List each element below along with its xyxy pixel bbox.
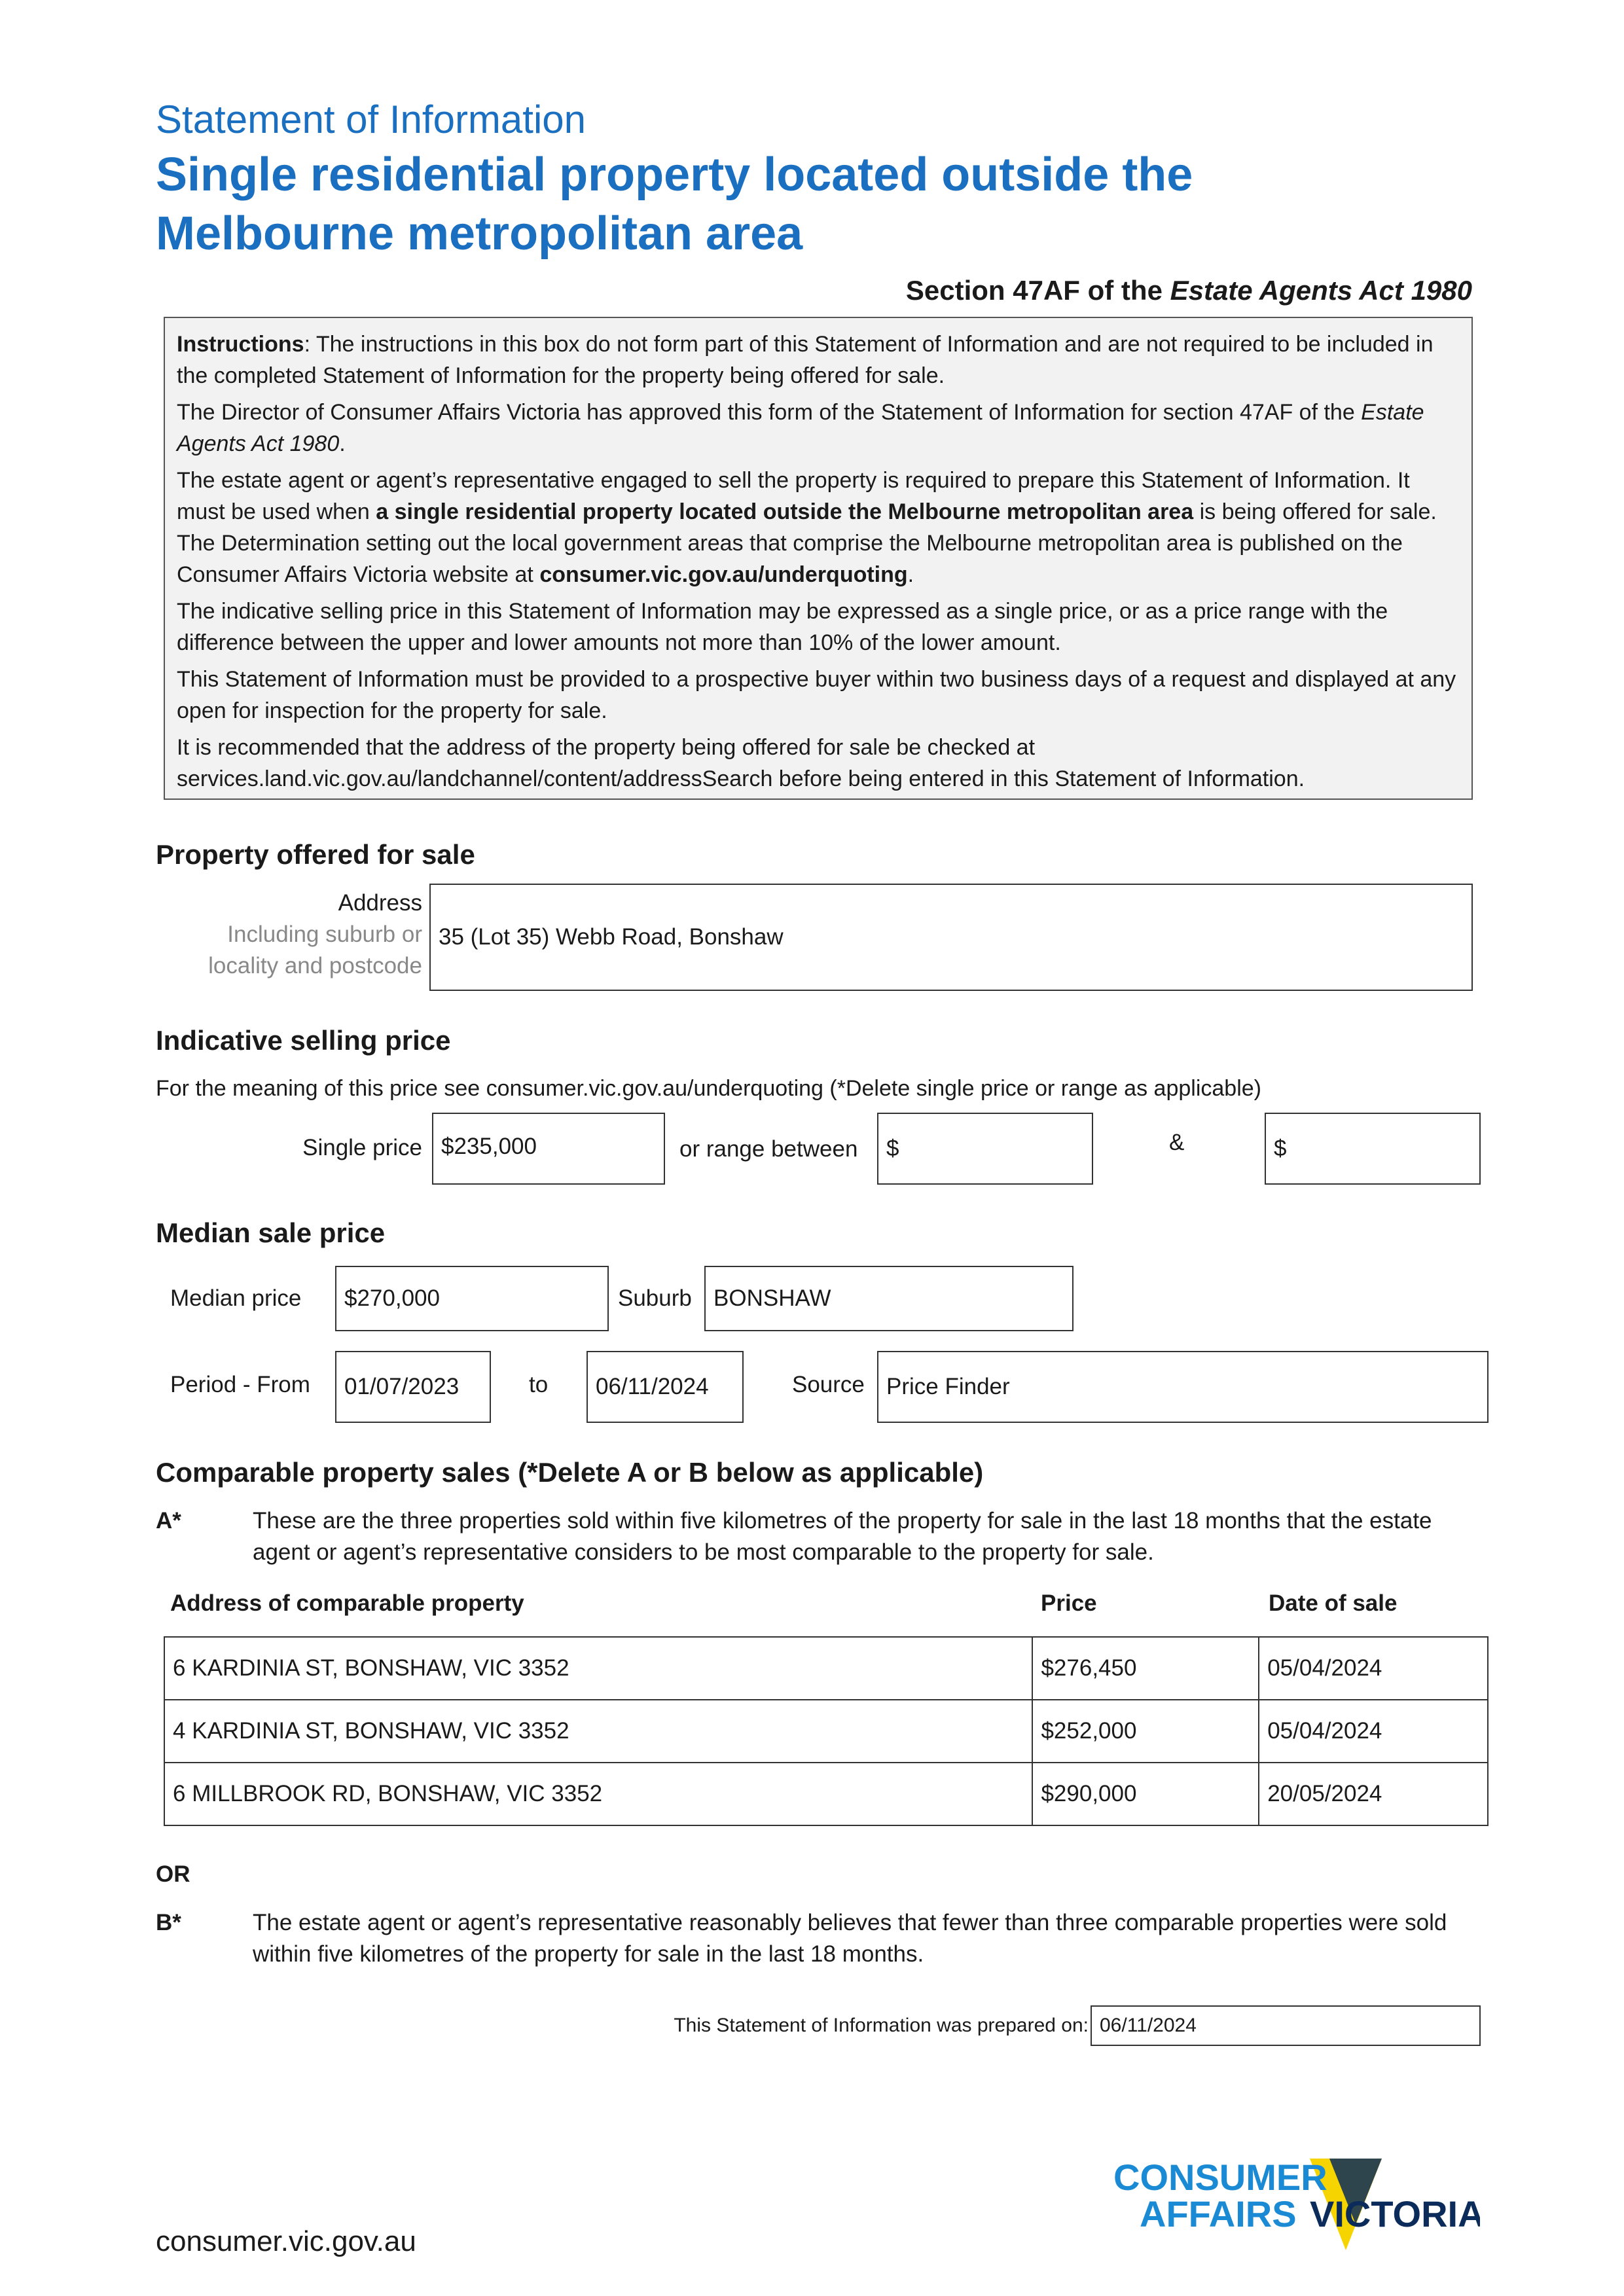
or-separator: OR <box>156 1861 190 1887</box>
comp-date[interactable]: 05/04/2024 <box>1259 1700 1488 1763</box>
footer-website-link[interactable]: consumer.vic.gov.au <box>156 2225 416 2257</box>
instructions-para-2: The Director of Consumer Affairs Victoria has approved this form of the Statement of Information for section 47AF of the Estate Agents Act 1980. <box>177 400 1424 456</box>
period-to-field[interactable]: 06/11/2024 <box>586 1351 744 1423</box>
form-title <box>156 145 1530 263</box>
col-header-date: Date of sale <box>1269 1590 1398 1616</box>
comp-date[interactable]: 20/05/2024 <box>1259 1763 1488 1825</box>
table-row <box>164 1637 1488 1700</box>
indicative-heading: Indicative selling price <box>156 1025 451 1056</box>
option-a-text: These are the three properties sold within five kilometres of the property for sale in the last 18 months that the estate agent or agent’s representative considers to be most comparable to the property for sale. <box>253 1508 1432 1565</box>
comp-price[interactable]: $290,000 <box>1032 1763 1259 1825</box>
section-reference-prefix: Section 47AF of the <box>905 275 1170 306</box>
period-to-label: to <box>529 1372 549 1397</box>
address-label-block <box>208 888 422 982</box>
range-low-field[interactable]: $ <box>877 1113 1093 1185</box>
underquoting-link[interactable]: consumer.vic.gov.au/underquoting <box>539 562 908 587</box>
indicative-note: For the meaning of this price see consumer.vic.gov.au/underquoting (*Delete single price or range as applicable) <box>156 1076 1261 1101</box>
form-title-line1: Single residential property located outside the <box>156 149 1193 201</box>
table-row <box>164 1700 1488 1763</box>
section-reference-act: Estate Agents Act 1980 <box>1170 275 1472 306</box>
option-b-text: The estate agent or agent’s representative reasonably believes that fewer than three comparable properties were sold within five kilometres of the property for sale in the last 18 months. <box>253 1910 1447 1967</box>
property-heading: Property offered for sale <box>156 839 475 870</box>
comp-address[interactable]: 6 MILLBROOK RD, BONSHAW, VIC 3352 <box>164 1763 1032 1825</box>
range-label: or range between <box>679 1136 858 1162</box>
comp-address[interactable]: 6 KARDINIA ST, BONSHAW, VIC 3352 <box>164 1637 1032 1700</box>
address-hint-2: locality and postcode <box>208 953 422 978</box>
col-header-address: Address of comparable property <box>170 1590 524 1616</box>
instructions-para-6: It is recommended that the address of the property being offered for sale be checked at services.land.vic.gov.au/landchannel/content/addressSearch before being entered in this Statement of Information. <box>177 735 1305 791</box>
instructions-para-5: This Statement of Information must be provided to a prospective buyer within two business days of a request and displayed at any open for inspection for the property for sale. <box>177 667 1456 723</box>
median-heading: Median sale price <box>156 1217 386 1248</box>
median-price-label: Median price <box>170 1285 302 1311</box>
source-label: Source <box>792 1372 865 1397</box>
address-hint-1: Including suburb or <box>227 922 422 947</box>
cav-logo-graphic <box>1113 2152 1480 2263</box>
prepared-on-field[interactable]: 06/11/2024 <box>1091 2005 1481 2046</box>
logo-text-affairs: AFFAIRS <box>1140 2193 1297 2234</box>
comp-address[interactable]: 4 KARDINIA ST, BONSHAW, VIC 3352 <box>164 1700 1032 1763</box>
instructions-para-1: Instructions: The instructions in this box do not form part of this Statement of Information and are not required to be included in the completed Statement of Information for the property being offered for sale. <box>177 332 1434 388</box>
option-b-marker: B* <box>156 1910 181 1935</box>
address-field[interactable]: 35 (Lot 35) Webb Road, Bonshaw <box>429 884 1473 991</box>
range-high-field[interactable]: $ <box>1265 1113 1481 1185</box>
table-row <box>164 1763 1488 1825</box>
period-from-label: Period - From <box>170 1372 310 1397</box>
single-price-label: Single price <box>302 1135 422 1160</box>
consumer-affairs-victoria-logo <box>1113 2152 1480 2267</box>
comparable-table <box>164 1636 1489 1826</box>
section-reference <box>906 275 1472 306</box>
comp-price[interactable]: $276,450 <box>1032 1637 1259 1700</box>
prepared-on-label: This Statement of Information was prepared on: <box>674 2015 1089 2036</box>
address-label: Address <box>338 890 422 916</box>
logo-text-consumer: CONSUMER <box>1113 2157 1327 2198</box>
comparable-heading: Comparable property sales (*Delete A or B below as applicable) <box>156 1457 984 1488</box>
comp-price[interactable]: $252,000 <box>1032 1700 1259 1763</box>
median-price-field[interactable]: $270,000 <box>335 1266 609 1331</box>
instructions-para-3: The estate agent or agent’s representative engaged to sell the property is required to prepare this Statement of Information. It must be used when a single residential property located outside the Melbourne metropolitan area is being offered for sale. The Determination setting out the local government areas that comprise the Melbourne metropolitan area is published on the Consumer Affairs Victoria website at consumer.vic.gov.au/underquoting. <box>177 468 1437 587</box>
period-from-field[interactable]: 01/07/2023 <box>335 1351 491 1423</box>
col-header-price: Price <box>1041 1590 1097 1616</box>
form-subtitle: Statement of Information <box>156 98 586 141</box>
suburb-field[interactable]: BONSHAW <box>704 1266 1074 1331</box>
logo-text-victoria: VICTORIA <box>1310 2193 1480 2234</box>
suburb-label: Suburb <box>618 1285 692 1311</box>
range-ampersand: & <box>1169 1130 1185 1155</box>
comp-date[interactable]: 05/04/2024 <box>1259 1637 1488 1700</box>
instructions-para-4: The indicative selling price in this Statement of Information may be expressed as a single price, or as a price range with the difference between the upper and lower amounts not more than 10% of the lower amount. <box>177 599 1388 655</box>
option-a-marker: A* <box>156 1508 181 1534</box>
single-price-field[interactable]: $235,000 <box>432 1113 665 1185</box>
form-title-line2: Melbourne metropolitan area <box>156 207 803 260</box>
instructions-box <box>164 317 1473 800</box>
source-field[interactable]: Price Finder <box>877 1351 1489 1423</box>
